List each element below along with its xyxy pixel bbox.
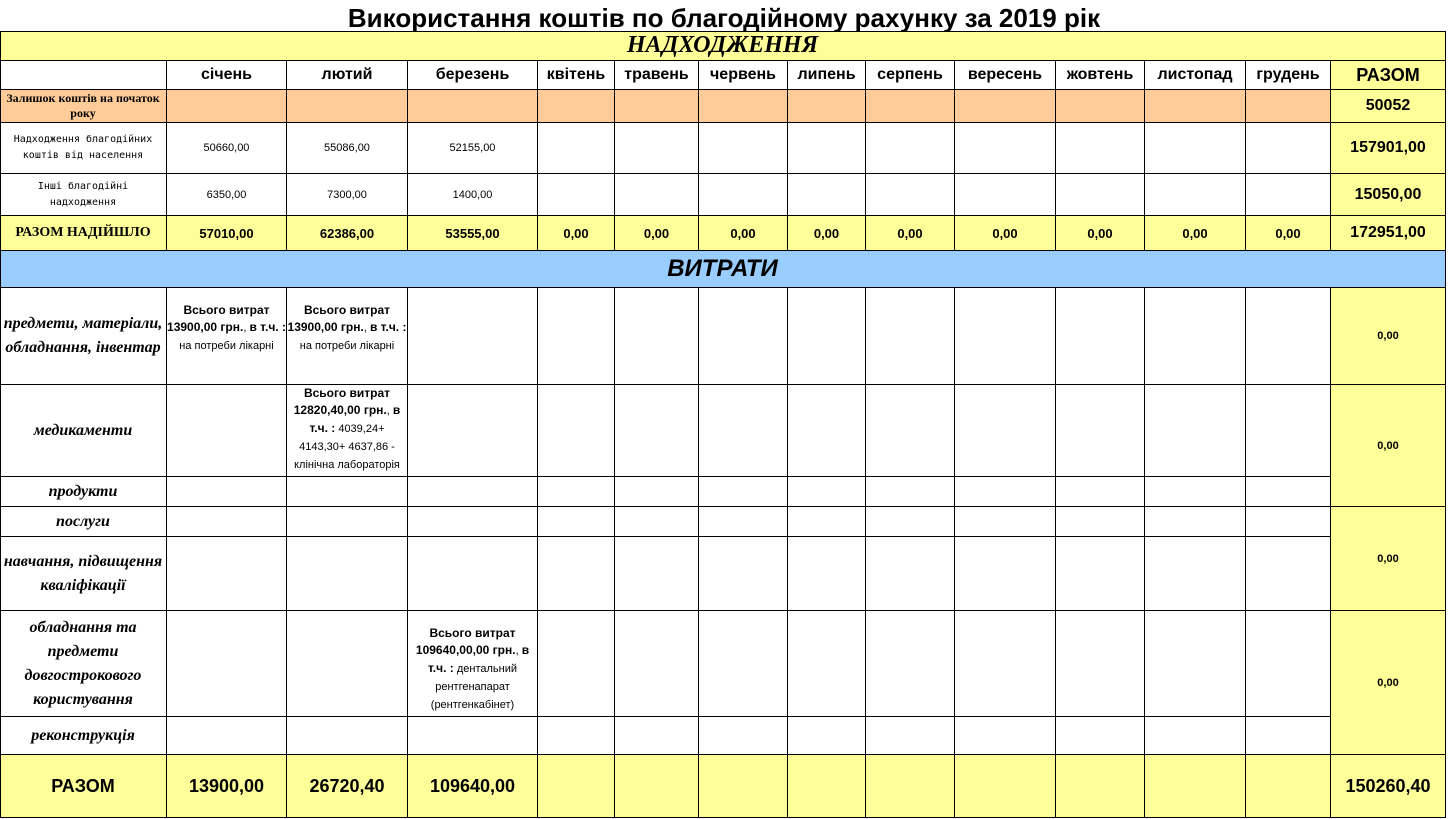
expense-cell[interactable] [866, 477, 955, 507]
other-donations-value[interactable]: 7300,00 [287, 174, 408, 216]
received-total-value: 0,00 [538, 216, 615, 251]
expense-group-total: 0,00 [1331, 288, 1446, 385]
other-donations-value[interactable] [1246, 174, 1331, 216]
received-total-value: 57010,00 [167, 216, 287, 251]
expense-total-label: РАЗОМ [0, 755, 167, 818]
donations-population-value[interactable]: 52155,00 [408, 123, 538, 174]
expense-cell[interactable] [408, 385, 538, 477]
expense-cell[interactable] [615, 717, 699, 755]
expense-cell[interactable] [167, 717, 287, 755]
note-head: Всього витрат 12820,40,00 грн. [293, 386, 391, 417]
expense-cell[interactable] [955, 611, 1056, 717]
opening-balance-cell [866, 90, 955, 123]
expense-total-value: 13900,00 [167, 755, 287, 818]
expense-total-value [538, 755, 615, 818]
opening-balance-total: 50052 [1331, 90, 1446, 123]
month-header-5: травень [615, 61, 699, 90]
other-donations-value[interactable] [699, 174, 788, 216]
other-donations-value[interactable]: 6350,00 [167, 174, 287, 216]
expense-cell[interactable] [408, 477, 538, 507]
expense-row-label: навчання, підвищення кваліфікації [0, 537, 167, 611]
expense-cell[interactable] [1145, 537, 1246, 611]
opening-balance-cell [1145, 90, 1246, 123]
expense-cell[interactable] [1246, 537, 1331, 611]
month-header-9: вересень [955, 61, 1056, 90]
expense-cell[interactable] [1246, 385, 1331, 477]
expense-cell[interactable] [1246, 717, 1331, 755]
note-equipment-mar[interactable] [408, 611, 538, 717]
expense-cell[interactable] [866, 717, 955, 755]
expense-total-value: 26720,40 [287, 755, 408, 818]
expense-row-label: реконструкція [0, 717, 167, 755]
header-blank-cell [0, 61, 167, 90]
other-donations-value[interactable] [866, 174, 955, 216]
expense-cell[interactable] [408, 537, 538, 611]
expense-cell[interactable] [1145, 717, 1246, 755]
expense-grand-total: 150260,40 [1331, 755, 1446, 818]
expense-cell[interactable] [1145, 611, 1246, 717]
received-total-value: 62386,00 [287, 216, 408, 251]
month-header-11: листопад [1145, 61, 1246, 90]
expense-cell[interactable] [699, 385, 788, 477]
expense-group-total: 0,00 [1331, 507, 1446, 611]
expense-cell[interactable] [699, 477, 788, 507]
expense-cell[interactable] [699, 288, 788, 385]
expense-cell[interactable] [866, 385, 955, 477]
month-header-8: серпень [866, 61, 955, 90]
received-total-grand: 172951,00 [1331, 216, 1446, 251]
donations-population-value[interactable] [955, 123, 1056, 174]
other-donations-value[interactable] [538, 174, 615, 216]
expense-cell[interactable] [955, 385, 1056, 477]
expense-cell[interactable] [1246, 477, 1331, 507]
expense-cell[interactable] [1145, 385, 1246, 477]
expense-cell[interactable] [788, 537, 866, 611]
note-including: в т.ч. : [309, 403, 401, 435]
expense-cell[interactable] [1056, 717, 1145, 755]
month-header-12: грудень [1246, 61, 1331, 90]
expense-total-value [1145, 755, 1246, 818]
opening-balance-cell [287, 90, 408, 123]
expense-cell[interactable] [615, 385, 699, 477]
note-materials-feb[interactable] [287, 288, 408, 385]
donations-population-value[interactable] [1246, 123, 1331, 174]
total-column-header: РАЗОМ [1331, 61, 1446, 90]
expense-row-label: предмети, матеріали, обладнання, інвентар [0, 288, 167, 385]
expense-cell[interactable] [866, 611, 955, 717]
donations-population-value[interactable] [866, 123, 955, 174]
expense-cell[interactable] [1246, 611, 1331, 717]
expense-cell[interactable] [1056, 288, 1145, 385]
expense-cell[interactable] [408, 288, 538, 385]
expense-cell[interactable] [538, 717, 615, 755]
expense-cell[interactable] [1246, 288, 1331, 385]
expense-cell[interactable] [287, 537, 408, 611]
expense-cell[interactable] [538, 288, 615, 385]
expense-cell[interactable] [1056, 385, 1145, 477]
note-sep: , [363, 322, 370, 334]
opening-balance-cell [1246, 90, 1331, 123]
note-materials-jan[interactable] [167, 288, 287, 385]
expense-cell[interactable] [167, 507, 287, 537]
expense-group-total: 0,00 [1331, 385, 1446, 507]
expense-cell[interactable] [615, 611, 699, 717]
page-title: Використання коштів по благодійному рахунку за 2019 рік [347, 3, 1101, 31]
opening-balance-cell [538, 90, 615, 123]
expense-cell[interactable] [287, 717, 408, 755]
donations-population-value[interactable] [788, 123, 866, 174]
expense-cell[interactable] [866, 537, 955, 611]
opening-balance-cell [408, 90, 538, 123]
expense-total-value [699, 755, 788, 818]
expense-cell[interactable] [538, 507, 615, 537]
expense-cell[interactable] [408, 507, 538, 537]
expense-cell[interactable] [1056, 611, 1145, 717]
note-sep: , [243, 322, 250, 334]
donations-population-value[interactable]: 55086,00 [287, 123, 408, 174]
expense-cell[interactable] [538, 385, 615, 477]
expense-cell[interactable] [788, 477, 866, 507]
note-sep: , [386, 405, 393, 417]
expense-cell[interactable] [1056, 507, 1145, 537]
opening-balance-cell [1056, 90, 1145, 123]
expense-cell[interactable] [788, 288, 866, 385]
note-meds-feb[interactable] [287, 385, 408, 477]
expense-cell[interactable] [955, 288, 1056, 385]
expense-cell[interactable] [167, 385, 287, 477]
expense-cell[interactable] [1056, 477, 1145, 507]
expense-cell[interactable] [955, 477, 1056, 507]
expense-cell[interactable] [866, 288, 955, 385]
note-details: дентальний рентгенапарат (рентгенкабінет) [430, 663, 517, 711]
expense-cell[interactable] [955, 507, 1056, 537]
expense-total-value [866, 755, 955, 818]
expense-cell[interactable] [955, 537, 1056, 611]
received-total-value: 0,00 [788, 216, 866, 251]
note-including: в т.ч. : [427, 643, 530, 675]
month-header-3: березень [408, 61, 538, 90]
other-donations-value[interactable] [955, 174, 1056, 216]
expense-total-value [1246, 755, 1331, 818]
other-donations-value[interactable] [615, 174, 699, 216]
expense-row-label: медикаменти [0, 385, 167, 477]
expense-cell[interactable] [538, 537, 615, 611]
month-header-1: січень [167, 61, 287, 90]
expense-total-value [788, 755, 866, 818]
opening-balance-label: Залишок коштів на початок року [0, 90, 167, 123]
received-total-value: 0,00 [1056, 216, 1145, 251]
expense-cell[interactable] [408, 717, 538, 755]
donations-population-total: 157901,00 [1331, 123, 1446, 174]
note-details: на потреби лікарні [299, 340, 395, 352]
other-donations-value[interactable]: 1400,00 [408, 174, 538, 216]
month-header-4: квітень [538, 61, 615, 90]
other-donations-value[interactable] [788, 174, 866, 216]
expense-cell[interactable] [788, 611, 866, 717]
expense-cell[interactable] [699, 537, 788, 611]
expense-cell[interactable] [788, 385, 866, 477]
income-section-title: НАДХОДЖЕННЯ [0, 31, 1446, 61]
expense-cell[interactable] [287, 507, 408, 537]
donations-population-value[interactable] [699, 123, 788, 174]
opening-balance-cell [955, 90, 1056, 123]
expense-cell[interactable] [788, 507, 866, 537]
donations-population-value[interactable]: 50660,00 [167, 123, 287, 174]
note-sep: , [515, 645, 522, 657]
note-details: 4039,24+ 4143,30+ 4637,86 - клінічна лабораторія [294, 423, 400, 471]
expense-total-value: 109640,00 [408, 755, 538, 818]
expense-cell[interactable] [615, 288, 699, 385]
expense-cell[interactable] [538, 477, 615, 507]
expense-total-value [615, 755, 699, 818]
expense-cell[interactable] [538, 611, 615, 717]
donations-population-label: Надходження благодійних коштів від населення [0, 123, 167, 174]
expense-cell[interactable] [699, 717, 788, 755]
donations-population-value[interactable] [538, 123, 615, 174]
donations-population-value[interactable] [1145, 123, 1246, 174]
note-including: в т.ч. : [369, 320, 407, 334]
expense-cell[interactable] [615, 507, 699, 537]
month-header-10: жовтень [1056, 61, 1145, 90]
expense-cell[interactable] [955, 717, 1056, 755]
expense-cell[interactable] [1145, 288, 1246, 385]
expense-cell[interactable] [167, 611, 287, 717]
expense-group-total: 0,00 [1331, 611, 1446, 755]
expense-cell[interactable] [866, 507, 955, 537]
received-total-value: 0,00 [615, 216, 699, 251]
expense-row-label: послуги [0, 507, 167, 537]
received-total-value: 0,00 [699, 216, 788, 251]
expense-cell[interactable] [1246, 507, 1331, 537]
received-total-value: 0,00 [955, 216, 1056, 251]
expense-total-value [1056, 755, 1145, 818]
expense-cell[interactable] [1145, 507, 1246, 537]
expense-cell[interactable] [1145, 477, 1246, 507]
received-total-label: РАЗОМ НАДІЙШЛО [0, 216, 167, 251]
other-donations-label: Інші благодійні надходження [0, 174, 167, 216]
received-total-value: 0,00 [1246, 216, 1331, 251]
note-head: Всього витрат 109640,00,00 грн. [415, 626, 516, 657]
note-head: Всього витрат 13900,00 грн. [287, 303, 391, 334]
expense-cell[interactable] [287, 611, 408, 717]
donations-population-value[interactable] [1056, 123, 1145, 174]
expense-cell[interactable] [699, 611, 788, 717]
note-details: на потреби лікарні [179, 340, 274, 352]
other-donations-value[interactable] [1145, 174, 1246, 216]
opening-balance-cell [699, 90, 788, 123]
donations-population-value[interactable] [615, 123, 699, 174]
other-donations-total: 15050,00 [1331, 174, 1446, 216]
expense-cell[interactable] [615, 537, 699, 611]
note-including: в т.ч. : [249, 320, 286, 334]
expense-cell[interactable] [167, 477, 287, 507]
month-header-6: червень [699, 61, 788, 90]
expense-total-value [955, 755, 1056, 818]
other-donations-value[interactable] [1056, 174, 1145, 216]
expense-section-title: ВИТРАТИ [0, 251, 1446, 288]
expense-cell[interactable] [1056, 537, 1145, 611]
opening-balance-cell [615, 90, 699, 123]
received-total-value: 0,00 [1145, 216, 1246, 251]
expense-cell[interactable] [699, 507, 788, 537]
expense-row-label: продукти [0, 477, 167, 507]
received-total-value: 0,00 [866, 216, 955, 251]
expense-cell[interactable] [615, 477, 699, 507]
month-header-7: липень [788, 61, 866, 90]
expense-row-label: обладнання та предмети довгострокового користування [0, 611, 167, 717]
note-head: Всього витрат 13900,00 грн. [167, 303, 270, 334]
expense-cell[interactable] [788, 717, 866, 755]
expense-cell[interactable] [167, 537, 287, 611]
month-header-2: лютий [287, 61, 408, 90]
expense-cell[interactable] [287, 477, 408, 507]
opening-balance-cell [788, 90, 866, 123]
received-total-value: 53555,00 [408, 216, 538, 251]
opening-balance-cell [167, 90, 287, 123]
